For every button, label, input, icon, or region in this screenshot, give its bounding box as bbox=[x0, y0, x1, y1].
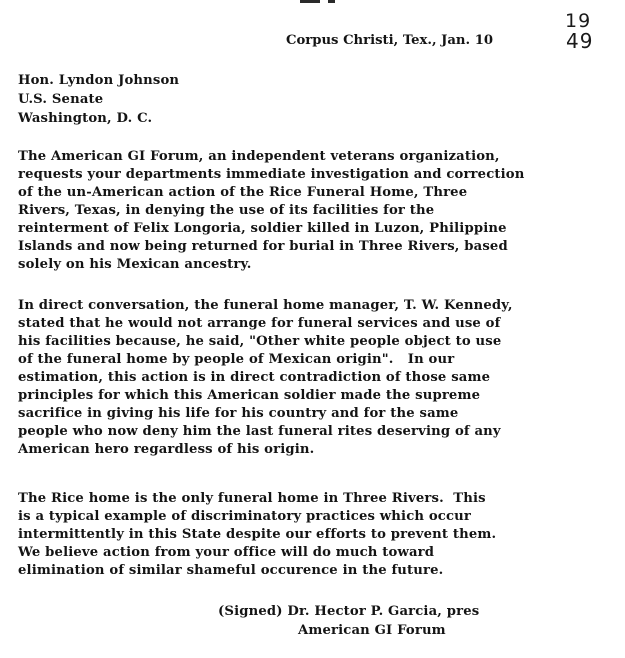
paragraph-3-line: The Rice home is the only funeral home in Three Rivers. This bbox=[18, 491, 486, 506]
paragraph-1-line: requests your departments immediate investigation and correction bbox=[18, 167, 525, 182]
address-line-name: Hon. Lyndon Johnson bbox=[18, 73, 180, 88]
paragraph-2-line: American hero regardless of his origin. bbox=[18, 442, 315, 457]
paragraph-3-line: is a typical example of discriminatory practices which occur bbox=[18, 509, 472, 524]
paragraph-1-line: Islands and now being returned for burial in Three Rivers, based bbox=[18, 239, 508, 254]
paragraph-3-line: elimination of similar shameful occurence in the future. bbox=[18, 563, 444, 578]
paragraph-1-line: solely on his Mexican ancestry. bbox=[18, 257, 252, 272]
paragraph-2-line: of the funeral home by people of Mexican origin". In our bbox=[18, 352, 455, 367]
dateline: Corpus Christi, Tex., Jan. 10 bbox=[286, 33, 494, 48]
handwritten-year-bottom: 49 bbox=[566, 29, 594, 53]
paragraph-2-line: In direct conversation, the funeral home manager, T. W. Kennedy, bbox=[18, 298, 513, 313]
paragraph-2-line: sacrifice in giving his life for his country and for the same bbox=[18, 406, 459, 421]
address-line-city: Washington, D. C. bbox=[18, 111, 153, 126]
paragraph-2-line: estimation, this action is in direct contradiction of those same bbox=[18, 370, 491, 385]
signature-line: (Signed) Dr. Hector P. Garcia, pres bbox=[218, 604, 480, 619]
address-line-senate: U.S. Senate bbox=[18, 92, 104, 107]
paragraph-2-line: stated that he would not arrange for funeral services and use of bbox=[18, 316, 501, 331]
paragraph-3-line: intermittently in this State despite our efforts to prevent them. bbox=[18, 527, 497, 542]
paragraph-1-line: Rivers, Texas, in denying the use of its facilities for the bbox=[18, 203, 435, 218]
paragraph-3-line: We believe action from your office will do much toward bbox=[18, 545, 435, 560]
signature-organization: American GI Forum bbox=[298, 623, 446, 638]
paragraph-2-line: people who now deny him the last funeral rites deserving of any bbox=[18, 424, 501, 439]
paragraph-2-line: principles for which this American soldier made the supreme bbox=[18, 388, 481, 403]
paragraph-1-line: reinterment of Felix Longoria, soldier killed in Luzon, Philippine bbox=[18, 221, 507, 236]
torn-edge-mark bbox=[328, 0, 335, 3]
paragraph-1-line: The American GI Forum, an independent veterans organization, bbox=[18, 149, 500, 164]
paragraph-2-line: his facilities because, he said, "Other white people object to use bbox=[18, 334, 502, 349]
paragraph-1-line: of the un-American action of the Rice Funeral Home, Three bbox=[18, 185, 468, 200]
torn-edge-mark bbox=[300, 0, 320, 3]
handwritten-year-top: 19 bbox=[565, 10, 592, 32]
